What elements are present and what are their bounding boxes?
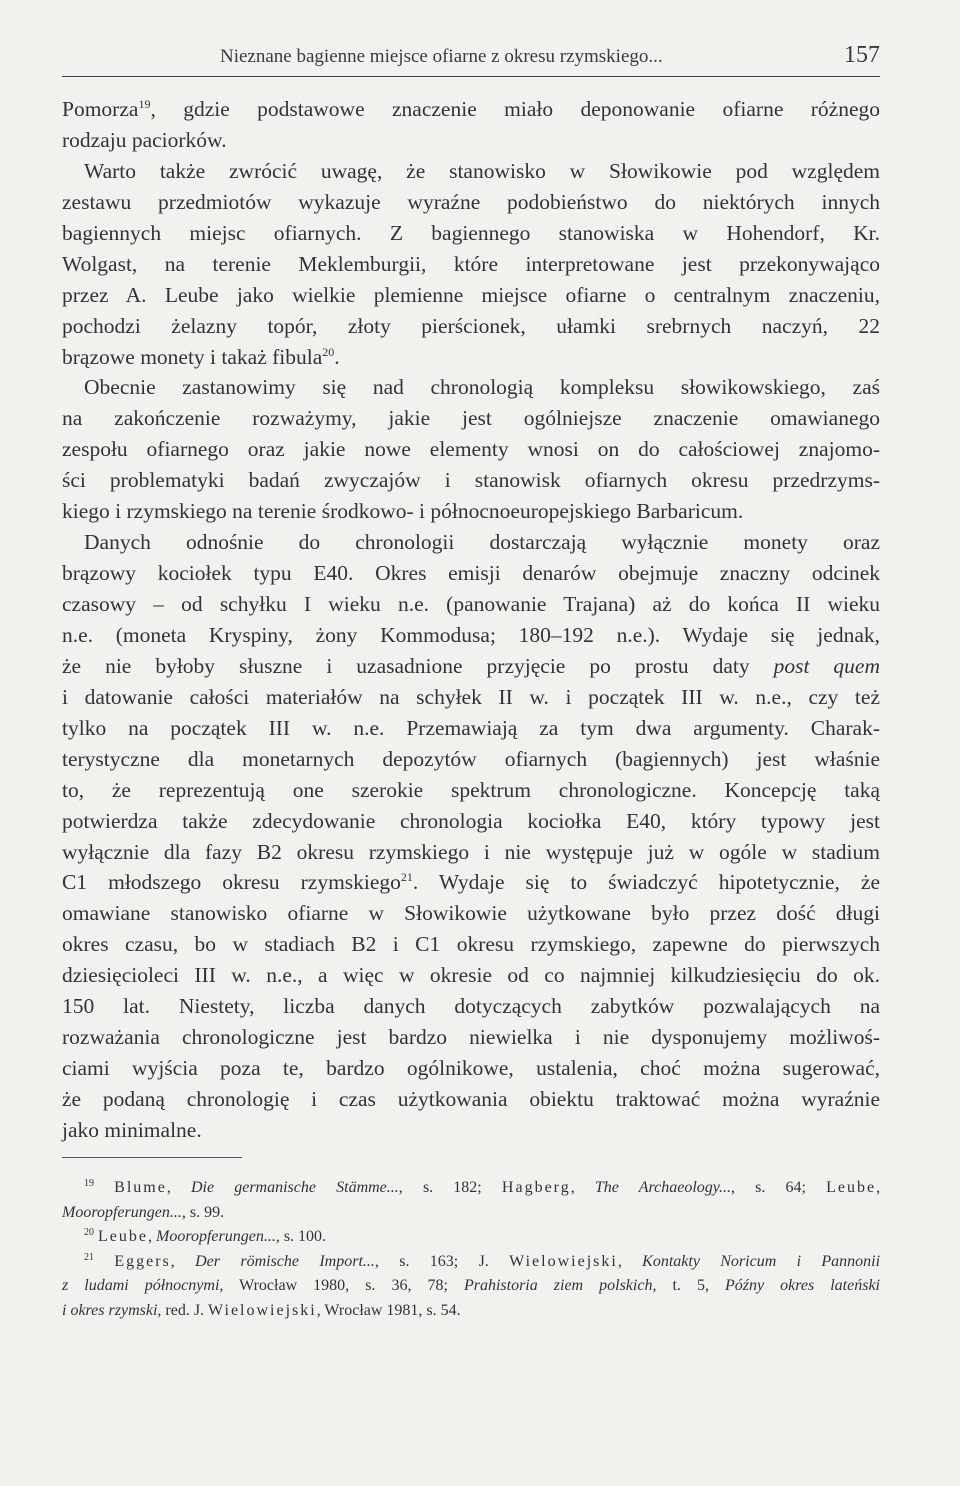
text-line: omawiane stanowisko ofiarne w Słowikowie użytkowane było przez dość długi bbox=[62, 901, 880, 926]
text-line: zestawu przedmiotów wykazuje wyraźne podobieństwo do niektórych innych bbox=[62, 189, 880, 214]
text-line: Warto także zwrócić uwagę, że stanowisko w Słowikowie pod względem bbox=[84, 158, 880, 183]
text-line: Obecnie zastanowimy się nad chronologią kompleksu słowikowskiego, zaś bbox=[84, 375, 880, 400]
text-line: terystyczne dla monetarnych depozytów ofiarnych (bagiennych) jest właśnie bbox=[62, 746, 880, 771]
text-line: przez A. Leube jako wielkie plemienne miejsce ofiarne o centralnym znaczeniu, bbox=[62, 282, 880, 307]
text-line: bagiennych miejsc ofiarnych. Z bagiennego stanowiska w Hohendorf, Kr. bbox=[62, 220, 880, 245]
text-line: na zakończenie rozważymy, jakie jest ogólniejsze znaczenie omawianego bbox=[62, 406, 880, 431]
page-number: 157 bbox=[844, 42, 880, 68]
footnote-ref-21: 21 bbox=[400, 870, 413, 885]
text-line: Pomorza$^{19}$, gdzie podstawowe znaczenie miało deponowanie ofiarne różnego bbox=[62, 97, 880, 121]
text-line: tylko na początek III w. n.e. Przemawiają za tym dwa argumenty. Charak- bbox=[62, 715, 880, 740]
footnote-19-cont: Mooropferungen..., s. 99. bbox=[62, 1203, 225, 1221]
running-title: Nieznane bagienne miejsce ofiarne z okresu rzymskiego... bbox=[220, 46, 663, 67]
text-line: kiego i rzymskiego na terenie środkowo- i północnoeuropejskiego Barbaricum. bbox=[62, 499, 744, 524]
text-line: i datowanie całości materiałów na schyłek II w. i początek III w. n.e., czy też bbox=[62, 684, 880, 709]
body-text bbox=[62, 94, 880, 1146]
footnote-20: $^{20}$ Leube, Mooropferungen..., s. 100. bbox=[84, 1227, 327, 1246]
text-line: rozważania chronologiczne jest bardzo niewielka i nie dysponujemy możliwoś- bbox=[62, 1025, 880, 1050]
footnotes bbox=[62, 1176, 880, 1324]
text-line: że nie byłoby słuszne i uzasadnione przyjęcie po prostu daty post quem bbox=[62, 653, 880, 678]
text-line: to, że reprezentują one szerokie spektrum chronologiczne. Koncepcję taką bbox=[62, 777, 880, 802]
footnote-ref-19: 19 bbox=[138, 97, 151, 111]
text-line: potwierdza także zdecydowanie chronologia kociołka E40, który typowy jest bbox=[62, 808, 880, 833]
text-line: jako minimalne. bbox=[62, 1117, 202, 1142]
text-line: rodzaju paciorków. bbox=[62, 127, 227, 152]
text-line: Danych odnośnie do chronologii dostarczają wyłącznie monety oraz bbox=[84, 530, 880, 555]
text-line: zespołu ofiarnego oraz jakie nowe elementy wnosi on do całościowej znajomo- bbox=[62, 437, 880, 462]
text-line: brązowe monety i takaż fibula$^{20}$. bbox=[62, 344, 340, 369]
text-line: ciami wyjścia poza te, bardzo ogólnikowe, ustalenia, choć można sugerować, bbox=[62, 1056, 880, 1081]
text-line: pochodzi żelazny topór, złoty pierścionek, ułamki srebrnych naczyń, 22 bbox=[62, 313, 880, 338]
text-line: brązowy kociołek typu E40. Okres emisji denarów obejmuje znaczny odcinek bbox=[62, 561, 880, 586]
text-line: dziesięcioleci III w. n.e., a więc w okresie od co najmniej kilkudziesięciu do ok. bbox=[62, 963, 880, 988]
text-line: 150 lat. Niestety, liczba danych dotyczących zabytków pozwalających na bbox=[62, 994, 880, 1019]
text-line: czasowy – od schyłku I wieku n.e. (panowanie Trajana) aż do końca II wieku bbox=[62, 592, 880, 616]
text-line: okres czasu, bo w stadiach B2 i C1 okresu rzymskiego, zapewne do pierwszych bbox=[62, 932, 880, 957]
footnote-rule bbox=[62, 1157, 242, 1158]
footnote-ref-20: 20 bbox=[322, 344, 335, 359]
text-line: Wolgast, na terenie Meklemburgii, które interpretowane jest przekonywająco bbox=[62, 251, 880, 276]
text-line: ści problematyki badań zwyczajów i stanowisk ofiarnych okresu przedrzyms- bbox=[62, 468, 880, 493]
text-line: C1 młodszego okresu rzymskiego$^{21}$. Wydaje się to świadczyć hipotetycznie, że bbox=[62, 870, 880, 895]
footnote-21-cont: i okres rzymski, red. J. Wielowiejski, Wrocław 1981, s. 54. bbox=[62, 1301, 461, 1319]
header-rule bbox=[62, 76, 880, 77]
text-line: n.e. (moneta Kryspiny, żony Kommodusa; 180–192 n.e.). Wydaje się jednak, bbox=[62, 622, 880, 647]
italic-term: post quem bbox=[773, 653, 880, 678]
text-line: że podaną chronologię i czas użytkowania obiektu traktować można wyraźnie bbox=[62, 1087, 880, 1111]
footnote-21: $^{21}$ Eggers, Der römische Import..., s. 163; J. Wielowiejski, Kontakty Noricum i Pannonii bbox=[84, 1251, 881, 1270]
footnote-21-cont: z ludami północnymi, Wrocław 1980, s. 36, 78; Prahistoria ziem polskich, t. 5, Późny okres lateński bbox=[62, 1277, 880, 1295]
text-line: wyłącznie dla fazy B2 okresu rzymskiego i nie występuje już w ogóle w stadium bbox=[62, 839, 880, 864]
footnote-19: $^{19}$ Blume, Die germanische Stämme..., s. 182; Hagberg, The Archaeology..., s. 64; Leube, bbox=[84, 1178, 881, 1196]
running-head bbox=[62, 42, 880, 72]
